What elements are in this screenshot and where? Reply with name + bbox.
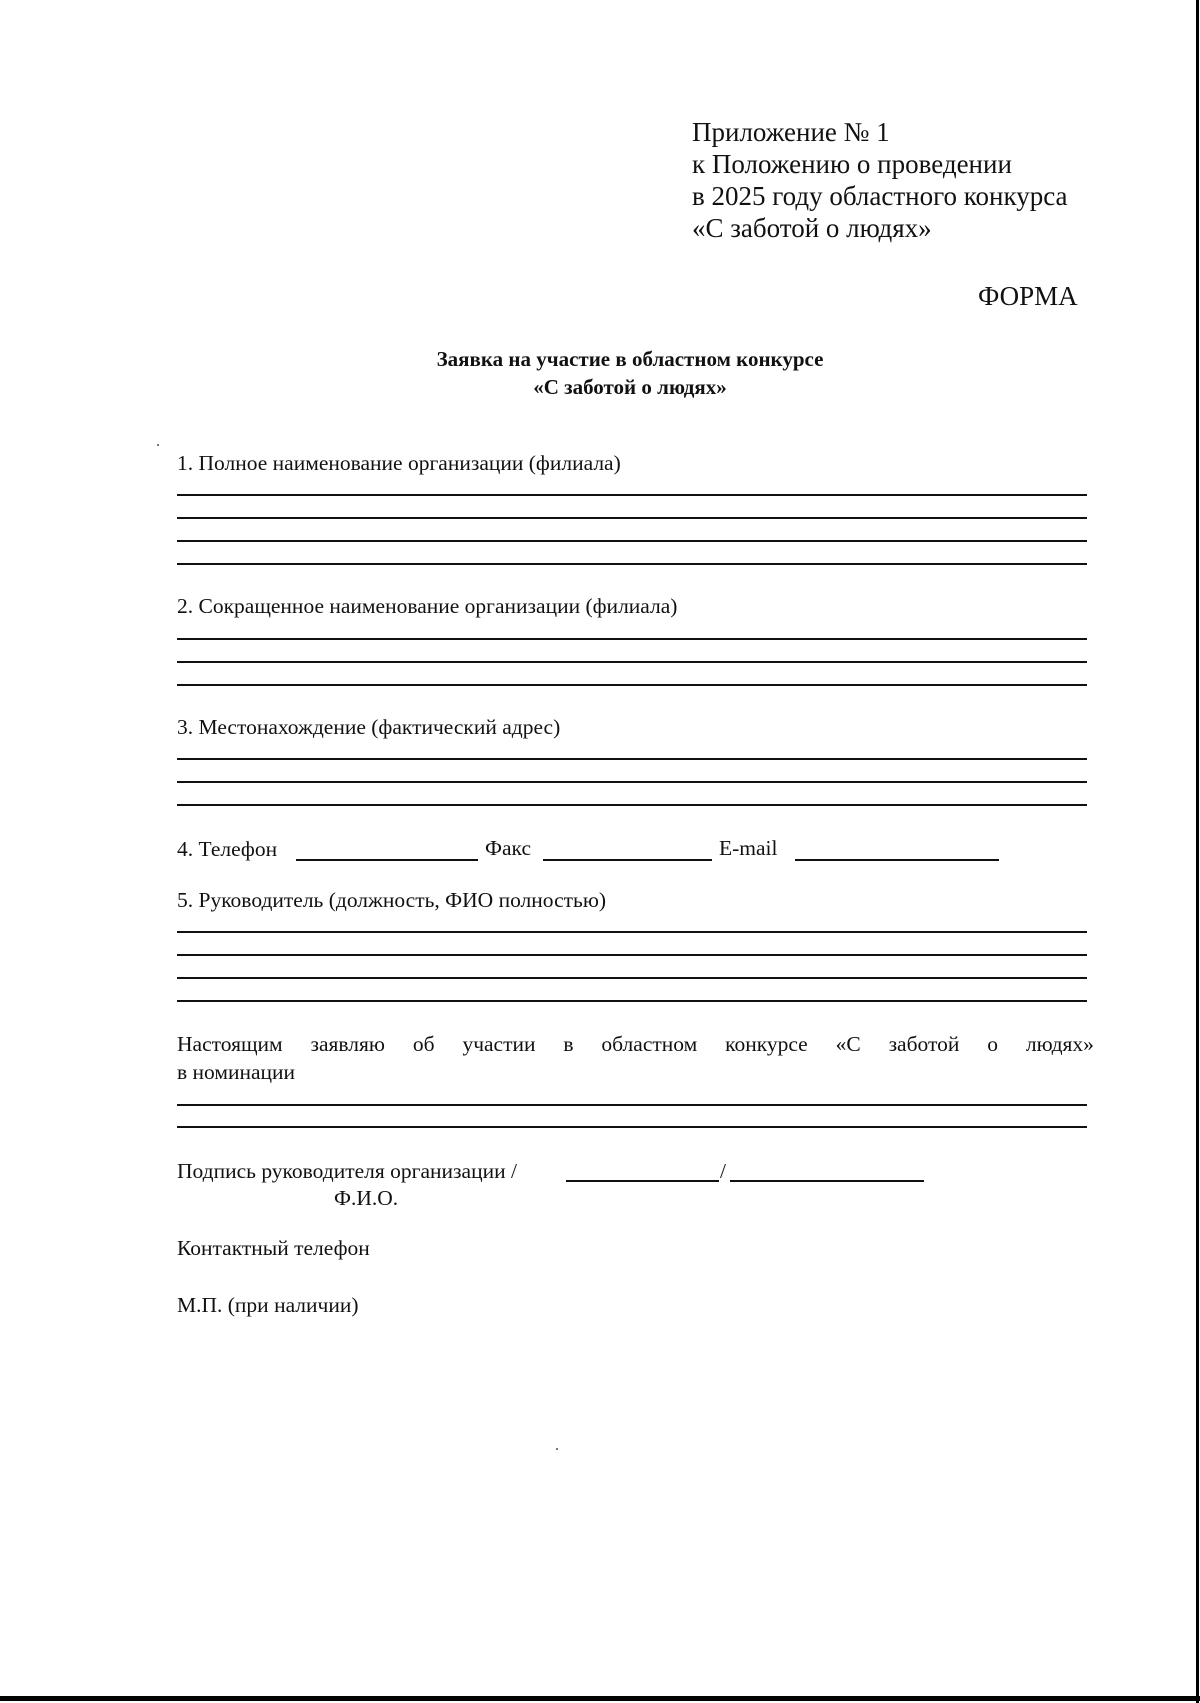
title-line-2: «С заботой о людях»: [533, 375, 727, 399]
scan-edge-right: [1196, 0, 1199, 1703]
fax-label: Факс: [485, 836, 531, 860]
head-line-2[interactable]: [177, 954, 1087, 956]
location-label: 3. Местонахождение (фактический адрес): [177, 715, 561, 739]
fio-caption: Ф.И.О.: [334, 1186, 399, 1210]
short-name-label: 2. Сокращенное наименование организации (филиала): [177, 594, 678, 618]
full-name-line-2[interactable]: [177, 517, 1087, 519]
signature-label: Подпись руководителя организации /: [177, 1159, 517, 1183]
nomination-line-2[interactable]: [177, 1126, 1087, 1128]
form-label: ФОРМА: [978, 281, 1078, 311]
location-line-1[interactable]: [177, 758, 1087, 760]
short-name-line-1[interactable]: [177, 638, 1087, 640]
location-line-2[interactable]: [177, 781, 1087, 783]
declaration-line-1: [177, 1030, 1094, 1058]
declaration-word: людях»: [1025, 1032, 1094, 1056]
scan-edge-bottom: [0, 1696, 1200, 1701]
full-name-line-1[interactable]: [177, 494, 1087, 496]
declaration-word: Настоящим: [177, 1032, 283, 1056]
scan-speck: [157, 444, 159, 446]
declaration-word: конкурсе: [725, 1032, 808, 1056]
stamp-label: М.П. (при наличии): [177, 1293, 359, 1317]
declaration-word: заявляю: [310, 1032, 385, 1056]
head-label: 5. Руководитель (должность, ФИО полностью): [177, 888, 607, 912]
email-label: E-mail: [719, 836, 778, 860]
contact-phone-label: Контактный телефон: [177, 1236, 370, 1260]
signature-field-line[interactable]: [566, 1180, 719, 1182]
declaration-line-2: в номинации: [177, 1060, 296, 1084]
declaration-word: участии: [462, 1032, 536, 1056]
appendix-header: [692, 116, 1068, 244]
head-line-4[interactable]: [177, 1000, 1087, 1002]
head-line-3[interactable]: [177, 977, 1087, 979]
phone-field-line[interactable]: [296, 859, 478, 861]
signature-separator: /: [720, 1159, 726, 1183]
fax-field-line[interactable]: [543, 859, 712, 861]
appendix-line-4: «С заботой о людях»: [692, 213, 932, 243]
declaration-word: заботой: [888, 1032, 960, 1056]
short-name-line-3[interactable]: [177, 684, 1087, 686]
declaration-word: об: [412, 1032, 435, 1056]
appendix-line-3: в 2025 году областного конкурса: [692, 181, 1068, 211]
declaration-word: в: [563, 1032, 574, 1056]
location-line-3[interactable]: [177, 804, 1087, 806]
head-line-1[interactable]: [177, 931, 1087, 933]
email-field-line[interactable]: [795, 859, 999, 861]
full-name-line-3[interactable]: [177, 540, 1087, 542]
appendix-line-1: Приложение № 1: [692, 117, 890, 147]
scan-speck: [556, 1448, 558, 1450]
declaration-word: областном: [601, 1032, 698, 1056]
nomination-line-1[interactable]: [177, 1104, 1087, 1106]
full-name-label: 1. Полное наименование организации (филиала): [177, 451, 621, 475]
declaration-word: о: [987, 1032, 998, 1056]
title-line-1: Заявка на участие в областном конкурсе: [436, 347, 824, 371]
document-title: [0, 345, 1200, 401]
short-name-line-2[interactable]: [177, 661, 1087, 663]
fio-field-line[interactable]: [730, 1180, 924, 1182]
phone-label: 4. Телефон: [177, 837, 278, 861]
appendix-line-2: к Положению о проведении: [692, 149, 1012, 179]
declaration-word: «С: [835, 1032, 861, 1056]
full-name-line-4[interactable]: [177, 563, 1087, 565]
